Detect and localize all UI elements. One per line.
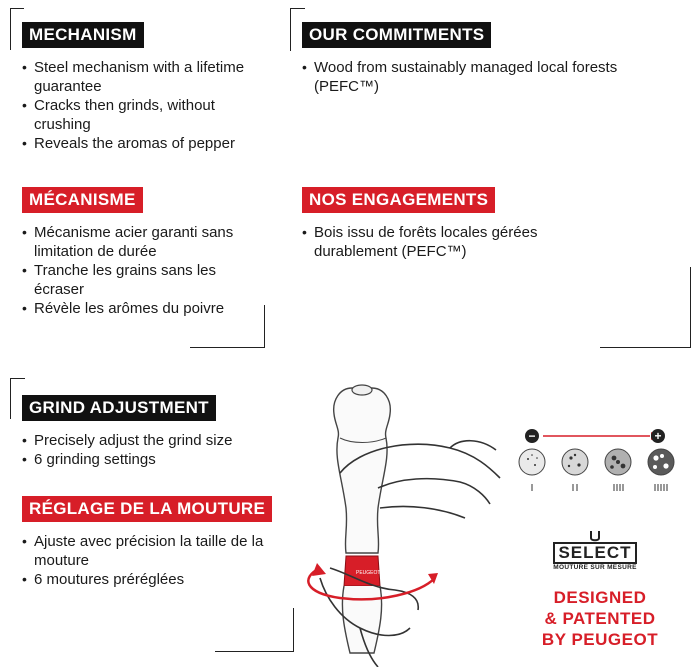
tagline-line: BY PEUGEOT [541, 630, 659, 649]
list-item: • Reveals the aromas of pepper [22, 134, 262, 153]
mechanism-list [22, 58, 262, 153]
plus-icon: + [654, 429, 662, 443]
mecanisme-list [22, 223, 262, 318]
minus-icon: − [528, 429, 536, 443]
list-item: • Wood from sustainably managed local forests (PEFC™) [302, 58, 632, 96]
mecanisme-heading: MÉCANISME [22, 187, 143, 213]
list-item: • Steel mechanism with a lifetime guarantee [22, 58, 262, 96]
reglage-heading: RÉGLAGE DE LA MOUTURE [22, 496, 272, 522]
list-item: • Precisely adjust the grind size [22, 431, 282, 450]
bracket-mechanism-top-h [10, 8, 24, 9]
grind-scale [515, 425, 685, 497]
designed-patented-tagline [520, 587, 680, 650]
list-item: • Ajuste avec précision la taille de la mouture [22, 532, 292, 570]
engagements-section [302, 187, 602, 261]
list-item: • Mécanisme acier garanti sans limitation de durée [22, 223, 262, 261]
reglage-section [22, 496, 292, 589]
engagements-heading: NOS ENGAGEMENTS [302, 187, 495, 213]
bracket-mechanism-top [10, 8, 11, 50]
tagline-line: DESIGNED [553, 588, 647, 607]
engagements-list [302, 223, 602, 261]
list-item: • 6 grinding settings [22, 450, 282, 469]
select-wordmark: SELECT [553, 542, 636, 564]
list-item: • Révèle les arômes du poivre [22, 299, 262, 318]
commitments-list [302, 58, 632, 96]
grind-heading: GRIND ADJUSTMENT [22, 395, 216, 421]
mecanisme-section [22, 187, 262, 318]
bracket-reglage-bottom [215, 608, 294, 652]
grind-section [22, 395, 282, 469]
bracket-engagements-bottom [600, 267, 691, 348]
select-subtitle: MOUTURE SUR MESURE [553, 564, 637, 571]
pepper-mill-illustration [300, 378, 520, 667]
reglage-list [22, 532, 292, 589]
list-item: • Cracks then grinds, without crushing [22, 96, 262, 134]
mechanism-section [22, 22, 262, 153]
list-item: • 6 moutures préréglées [22, 570, 292, 589]
list-item: • Bois issu de forêts locales gérées durablement (PEFC™) [302, 223, 602, 261]
svg-text:PEUGEOT: PEUGEOT [356, 570, 381, 576]
commitments-heading: OUR COMMITMENTS [302, 22, 491, 48]
tagline-line: & PATENTED [544, 609, 656, 628]
commitments-section [302, 22, 632, 96]
list-item: • Tranche les grains sans les écraser [22, 261, 262, 299]
grind-list [22, 431, 282, 469]
mechanism-heading: MECHANISM [22, 22, 144, 48]
select-logo [545, 530, 645, 571]
